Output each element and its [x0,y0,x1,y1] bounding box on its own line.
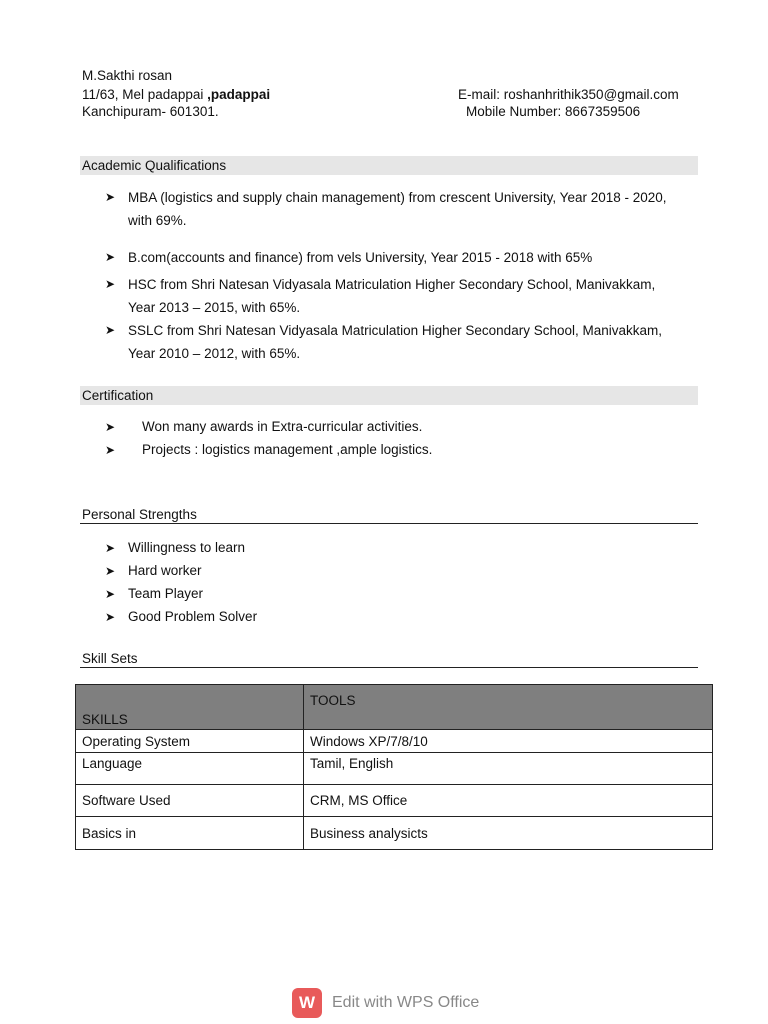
table-row [76,753,713,785]
academic-item-line: Year 2010 – 2012, with 65%. [128,346,301,361]
mobile-value: : 8667359506 [557,104,641,119]
table-row [76,730,713,753]
table-row [76,785,713,817]
table-row [76,817,713,850]
academic-item-line: B.com(accounts and finance) from vels University, Year 2015 - 2018 with 65% [128,250,593,265]
section-strengths: Personal Strengths [80,505,698,524]
candidate-name: M.Sakthi rosan [82,68,173,83]
certification-item: Won many awards in Extra-curricular activities. [142,419,423,434]
strength-item: Willingness to learn [128,540,246,555]
academic-item [128,186,703,232]
header-skills: SKILLS [76,685,304,730]
wps-logo-icon: W [292,988,322,1018]
table-cell: Basics in [76,817,304,850]
certification-item: Projects : logistics management ,ample logistics. [142,442,433,457]
table-cell: Software Used [76,785,304,817]
table-cell: Tamil, English [304,753,713,785]
mobile-label: Mobile Number [466,104,558,119]
bullet-icon: ➤ [105,443,116,457]
table-cell: Business analysicts [304,817,713,850]
table-cell: Windows XP/7/8/10 [304,730,713,753]
header-tools: TOOLS [304,685,713,730]
bullet-icon: ➤ [105,277,116,291]
academic-item [128,319,703,365]
section-certification: Certification [80,386,698,405]
strength-item: Team Player [128,586,204,601]
academic-item-line: SSLC from Shri Natesan Vidyasala Matriculation Higher Secondary School, Manivakkam, [128,323,662,338]
email: E-mail: roshanhrithik350@gmail.com [458,87,679,102]
table-cell: Operating System [76,730,304,753]
bullet-icon: ➤ [105,190,116,204]
table-header-row [76,685,713,730]
address-line-1 [82,87,270,102]
academic-item [128,246,703,269]
bullet-icon: ➤ [105,541,116,555]
bullet-icon: ➤ [105,323,116,337]
table-cell: Language [76,753,304,785]
strength-item: Good Problem Solver [128,609,258,624]
bullet-icon: ➤ [105,587,116,601]
section-skills: Skill Sets [80,649,698,668]
section-academic: Academic Qualifications [80,156,698,175]
academic-item-line: MBA (logistics and supply chain management) from crescent University, Year 2018 - 2020, [128,190,667,205]
address-line-1-bold: ,padappai [207,87,271,102]
wps-edit-banner[interactable] [292,988,479,1018]
academic-item-line: with 69%. [128,213,187,228]
skills-table [75,684,713,850]
bullet-icon: ➤ [105,564,116,578]
academic-item-line: Year 2013 – 2015, with 65%. [128,300,301,315]
bullet-icon: ➤ [105,610,116,624]
bullet-icon: ➤ [105,250,116,264]
academic-item-line: HSC from Shri Natesan Vidyasala Matriculation Higher Secondary School, Manivakkam, [128,277,656,292]
academic-item [128,273,703,319]
address-line-1-text: 11/63, Mel padappai [82,87,208,102]
address-line-2: Kanchipuram- 601301. [82,104,219,119]
strength-item: Hard worker [128,563,202,578]
bullet-icon: ➤ [105,420,116,434]
mobile-number [466,104,640,119]
wps-edit-text: Edit with WPS Office [332,994,480,1011]
table-cell: CRM, MS Office [304,785,713,817]
